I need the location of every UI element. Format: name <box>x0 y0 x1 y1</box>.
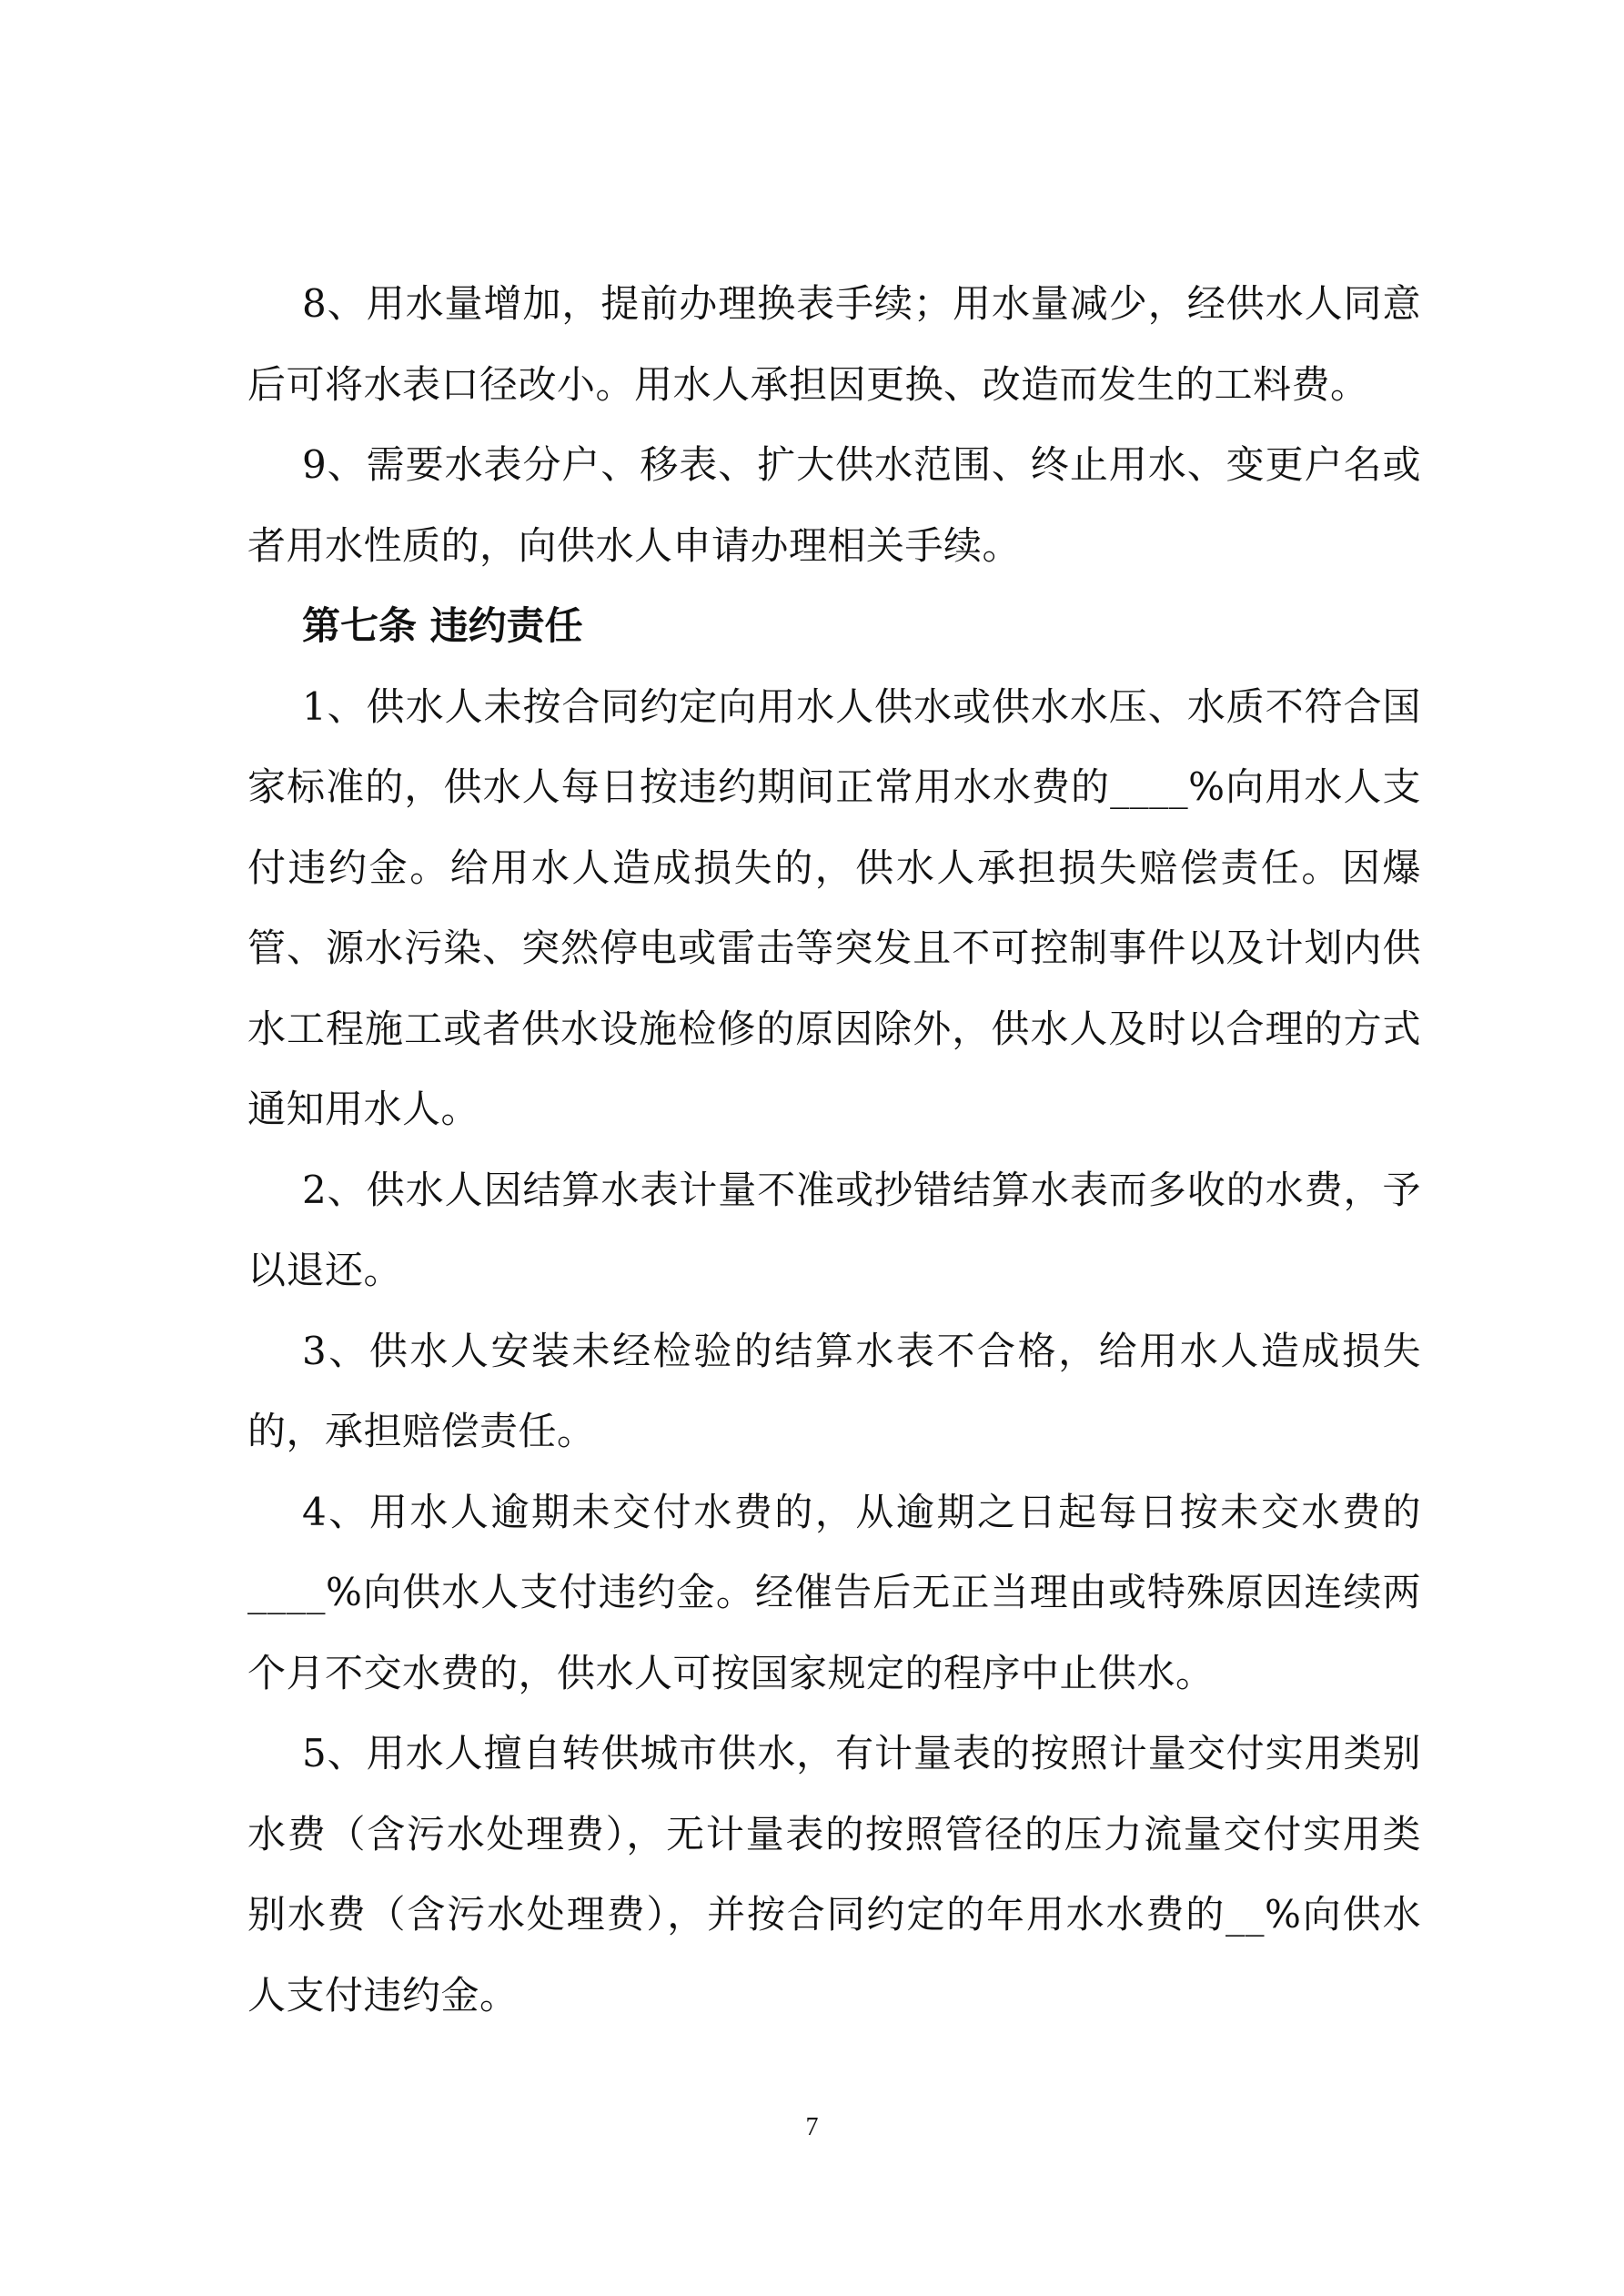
paragraph-liability-1: 1、供水人未按合同约定向用水人供水或供水水压、水质不符合国家标准的，供水人每日按违约期间正常用水水费的____%向用水人支付违约金。给用水人造成损失的，供水人承担损失赔偿责任。因爆管、源水污染、突然停电或雷击等突发且不可控制事件以及计划内供水工程施工或者供水设施检修的原因除外，供水人及时以合理的方式通知用水人。 <box>247 683 1421 1131</box>
paragraph-clause-8: 8、用水量增加，提前办理换表手续；用水量减少，经供水人同意后可将水表口径改小。用水人承担因更换、改造而发生的工料费。 <box>247 281 1421 407</box>
section-heading: 第七条 违约责任 <box>302 603 583 648</box>
paragraph-liability-3: 3、供水人安装未经检验的结算水表不合格，给用水人造成损失的，承担赔偿责任。 <box>247 1328 1421 1453</box>
paragraph-liability-5: 5、用水人擅自转供城市供水，有计量表的按照计量交付实用类别水费（含污水处理费），无计量表的按照管径的压力流量交付实用类别水费（含污水处理费），并按合同约定的年用水水费的__%向供水人支付违约金。 <box>247 1731 1421 2018</box>
document-body <box>247 264 1421 2036</box>
paragraph-liability-2: 2、供水人因结算水表计量不准或抄错结算水表而多收的水费，予以退还。 <box>247 1167 1421 1292</box>
page-number: 7 <box>805 2113 819 2141</box>
paragraph-clause-9: 9、需要水表分户、移表、扩大供水范围、终止用水、变更户名或者用水性质的，向供水人申请办理相关手续。 <box>247 442 1421 568</box>
paragraph-liability-4: 4、用水人逾期未交付水费的，从逾期之日起每日按未交水费的____%向供水人支付违约金。经催告后无正当理由或特殊原因连续两个月不交水费的，供水人可按国家规定的程序中止供水。 <box>247 1489 1421 1695</box>
